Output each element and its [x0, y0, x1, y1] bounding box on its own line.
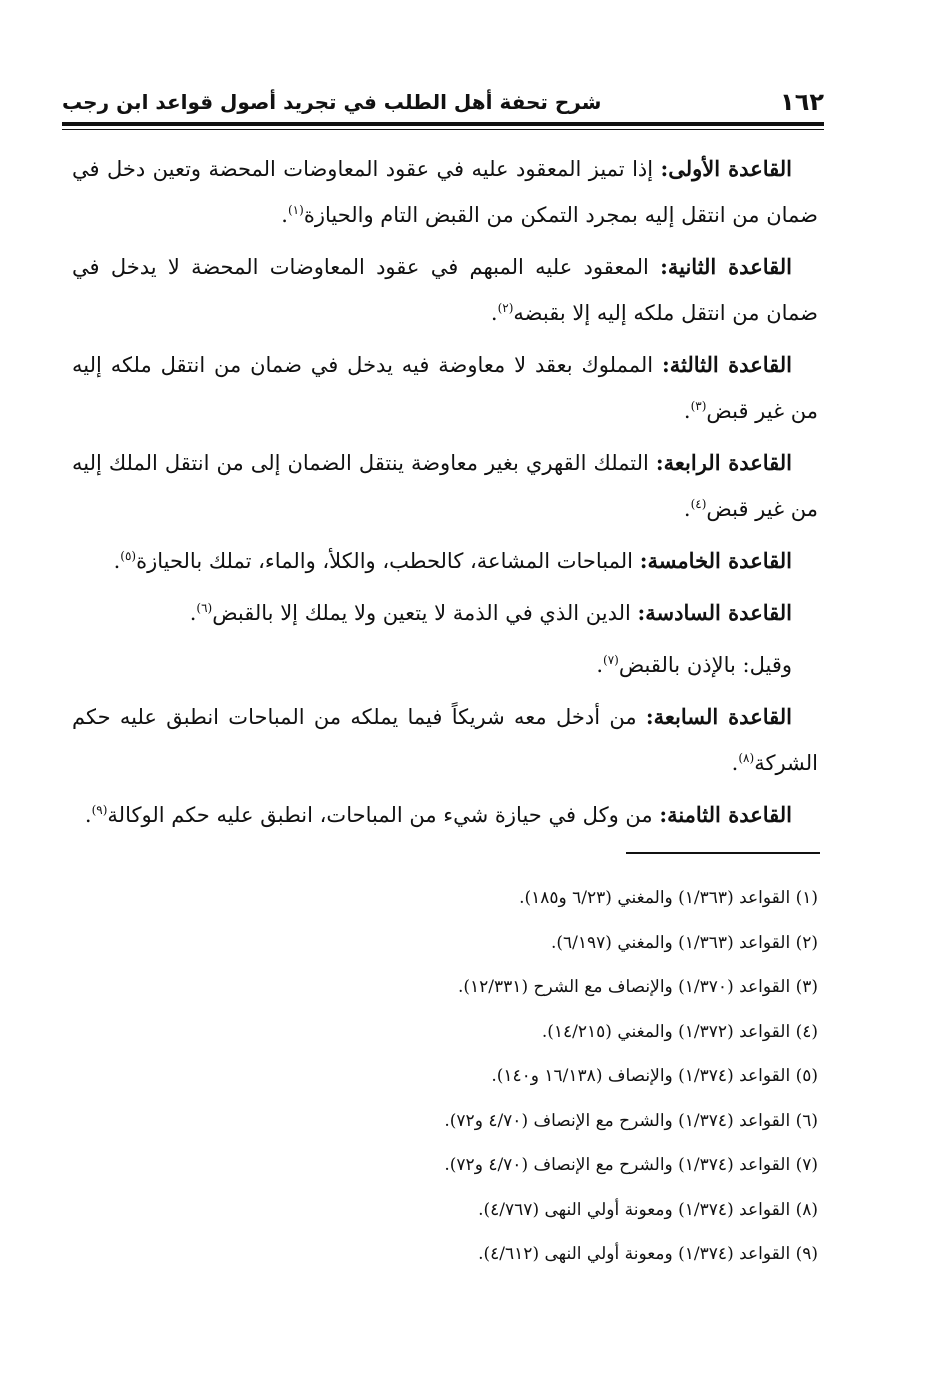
footnote-ref: (١): [287, 203, 304, 217]
main-text: [72, 146, 818, 844]
footnote-ref: (٦): [196, 601, 213, 615]
footnote: (٦) القواعد (١/٣٧٤) والشرح مع الإنصاف (٤/٧٠ و٧٢).: [444, 1110, 818, 1131]
footnote-ref: (٥): [120, 549, 137, 563]
footnote: (٨) القواعد (١/٣٧٤) ومعونة أولي النهى (٤/٧٦٧).: [478, 1199, 818, 1220]
footnote-ref: (٧): [603, 653, 619, 667]
rule-label: القاعدة الثالثة:: [661, 352, 792, 377]
header-rule: [62, 122, 824, 126]
period: .: [281, 203, 288, 227]
footnote: (١) القواعد (١/٣٦٣) والمغني (٦/٢٣ و١٨٥).: [519, 888, 818, 908]
rule-text: المباحات المشاعة، كالحطب، والكلأ، والماء، تملك بالحيازة: [136, 549, 640, 573]
running-title: شرح تحفة أهل الطلب في تجريد أصول قواعد ابن رجب: [62, 90, 602, 114]
rule-text: الدين الذي في الذمة لا يتعين ولا يملك إلا بالقبض: [212, 601, 638, 625]
period: .: [731, 751, 739, 775]
header-rule-thin: [62, 129, 824, 130]
rule-text: المعقود عليه المبهم في عقود المعاوضات المحضة لا يدخل في ضمان من انتقل ملكه إليه إلا بقبضه: [72, 255, 818, 325]
paragraph: [72, 694, 818, 786]
rule-label: القاعدة السادسة:: [637, 600, 792, 625]
period: .: [189, 601, 197, 625]
rule-text: وقيل: بالإذن بالقبض: [618, 653, 792, 677]
footnote-ref: (٣): [690, 399, 707, 413]
rule-label: القاعدة السابعة:: [645, 704, 792, 729]
paragraph: [72, 244, 818, 336]
rule-label: القاعدة الرابعة:: [655, 450, 792, 475]
period: .: [84, 803, 92, 827]
period: .: [683, 497, 691, 521]
footnote-ref: (٨): [738, 751, 755, 765]
paragraph: [72, 342, 818, 434]
rule-label: القاعدة الأولى:: [660, 156, 792, 181]
rule-text: من أدخل معه شريكاً فيما يملكه من المباحات انطبق عليه حكم الشركة: [72, 705, 818, 775]
period: .: [490, 301, 498, 325]
rule-label: القاعدة الثامنة:: [659, 802, 792, 827]
page-number: ١٦٢: [780, 88, 824, 116]
footnote-ref: (٢): [497, 301, 514, 315]
footnote: (٤) القواعد (١/٣٧٢) والمغني (١٤/٢١٥).: [541, 1021, 818, 1042]
footnote: (٧) القواعد (١/٣٧٤) والشرح مع الإنصاف (٤/٧٠ و٧٢).: [444, 1155, 818, 1175]
rule-label: القاعدة الثانية:: [660, 254, 792, 279]
paragraph: [72, 792, 818, 838]
paragraph: [72, 440, 818, 532]
footnote-ref: (٩): [91, 803, 108, 817]
period: .: [113, 549, 121, 573]
paragraph: [72, 538, 818, 584]
period: .: [596, 653, 603, 677]
footnote: (٣) القواعد (١/٣٧٠) والإنصاف مع الشرح (١٢/٣٣١).: [458, 977, 818, 997]
paragraph: [72, 590, 818, 636]
footnote: (٥) القواعد (١/٣٧٤) والإنصاف (١٦/١٣٨ و١٤٠).: [491, 1066, 818, 1086]
rule-text: إذا تميز المعقود عليه في عقود المعاوضات المحضة وتعين دخل في ضمان من انتقل إليه بمجرد التمكن من القبض التام والحيازة: [72, 157, 818, 227]
footnote: (٩) القواعد (١/٣٧٤) ومعونة أولي النهى (٤/٦١٢).: [478, 1244, 818, 1264]
rule-text: المملوك بعقد لا معاوضة فيه يدخل في ضمان من انتقل ملكه إليه من غير قبض: [72, 353, 818, 423]
paragraph: [72, 642, 818, 688]
footnote-separator: [626, 852, 820, 854]
rule-label: القاعدة الخامسة:: [639, 548, 792, 573]
footnote-ref: (٤): [690, 497, 707, 511]
period: .: [683, 399, 691, 423]
footnotes: [72, 876, 818, 1277]
rule-text: التملك القهري بغير معاوضة ينتقل الضمان إلى من انتقل الملك إليه من غير قبض: [72, 451, 818, 521]
page-header: [62, 84, 824, 120]
rule-text: من وكل في حيازة شيء من المباحات، انطبق عليه حكم الوكالة: [107, 803, 660, 827]
footnote: (٢) القواعد (١/٣٦٣) والمغني (٦/١٩٧).: [550, 932, 818, 953]
paragraph: [72, 146, 818, 238]
